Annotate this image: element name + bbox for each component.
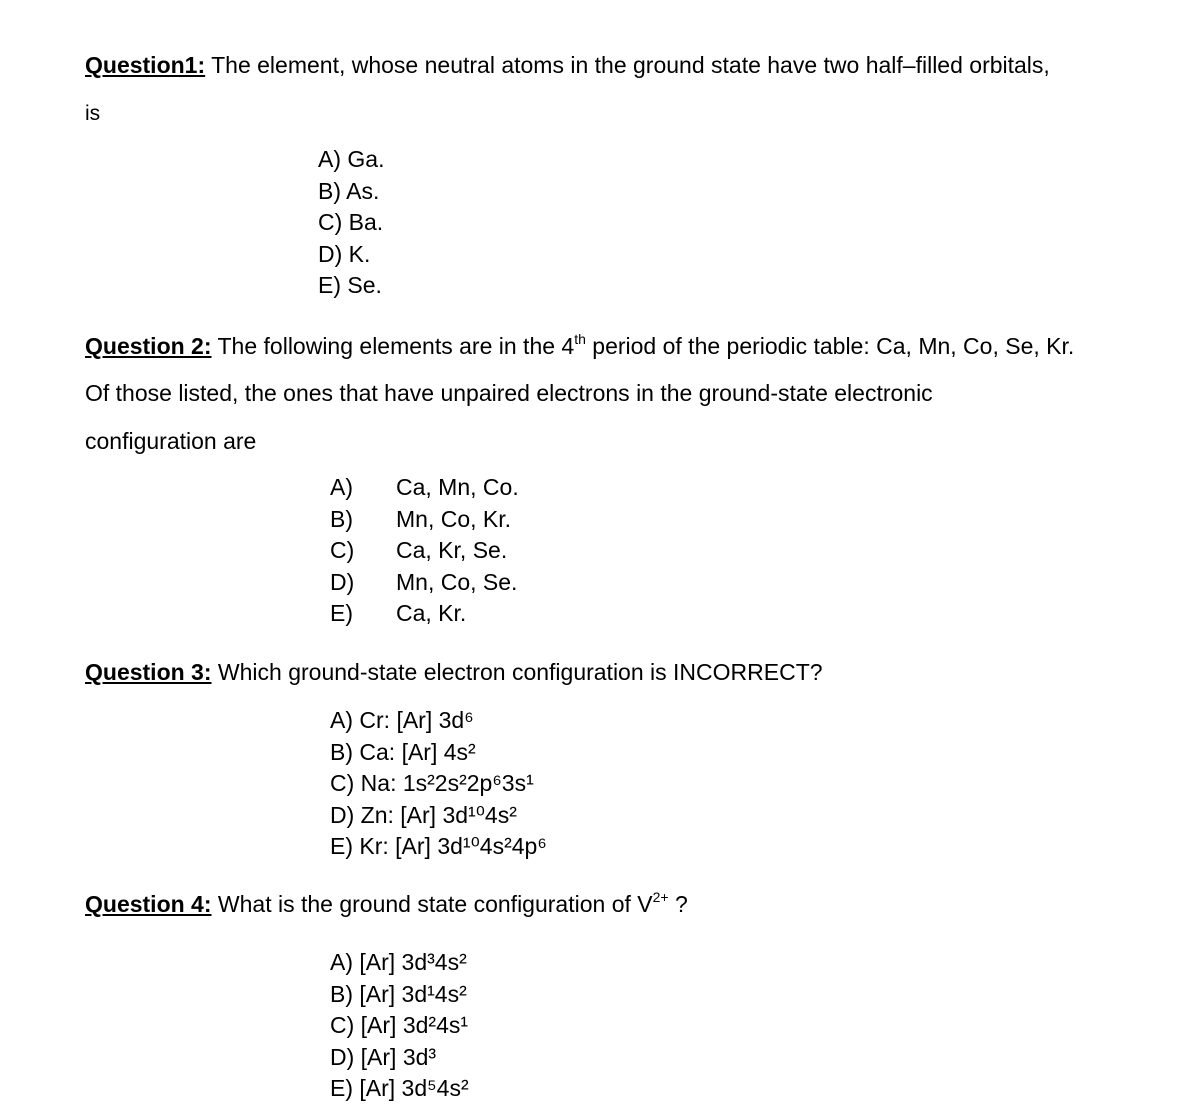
question-2-text-part: period of the periodic table: Ca, Mn, Co, Se, Kr. xyxy=(585,333,1075,359)
option-item[interactable] xyxy=(330,1073,469,1105)
question-2-prompt xyxy=(85,333,1074,359)
option-text: Mn, Co, Se. xyxy=(396,568,518,595)
option-item[interactable] xyxy=(330,768,547,800)
question-2-label: Question 2: xyxy=(85,333,212,359)
option-item[interactable] xyxy=(318,176,384,208)
question-4-options xyxy=(330,947,469,1105)
question-1-text: The element, whose neutral atoms in the ground state have two half–filled orbitals, xyxy=(211,52,1050,78)
option-letter: D) xyxy=(330,801,355,828)
option-item[interactable] xyxy=(330,1042,469,1074)
question-2-line-2: Of those listed, the ones that have unpaired electrons in the ground-state electronic xyxy=(85,380,933,406)
question-3-prompt xyxy=(85,659,823,685)
question-2-text-part: The following elements are in the 4 xyxy=(217,333,575,359)
option-letter: D) xyxy=(318,240,343,267)
question-3-label: Question 3: xyxy=(85,659,212,685)
question-1-prompt xyxy=(85,52,1050,78)
option-item[interactable] xyxy=(330,705,547,737)
option-letter: A) xyxy=(318,146,341,172)
question-3-text: Which ground-state electron configuration is INCORRECT? xyxy=(217,659,823,685)
question-4-text xyxy=(218,891,688,917)
question-1-label: Question1: xyxy=(85,52,206,78)
option-text: Ca, Kr, Se. xyxy=(396,537,508,563)
option-text: [Ar] 3d¹4s² xyxy=(359,980,467,1007)
option-item[interactable] xyxy=(330,1010,469,1042)
option-item[interactable] xyxy=(330,800,547,832)
option-text: [Ar] 3d⁵4s² xyxy=(359,1075,469,1101)
option-item[interactable] xyxy=(318,144,384,176)
option-item[interactable] xyxy=(330,535,519,567)
option-text: Mn, Co, Kr. xyxy=(396,505,512,532)
option-item[interactable] xyxy=(330,979,469,1011)
option-letter: A) xyxy=(330,474,353,500)
option-text: Ca, Kr. xyxy=(396,600,467,626)
question-2-options xyxy=(330,472,519,630)
question-4-label: Question 4: xyxy=(85,891,212,917)
option-letter: B) xyxy=(330,505,353,532)
question-2-text xyxy=(218,333,1075,359)
option-item[interactable] xyxy=(330,472,519,504)
option-letter: C) xyxy=(330,1012,355,1038)
option-letter: E) xyxy=(318,272,341,298)
option-item[interactable] xyxy=(330,831,547,863)
option-letter: E) xyxy=(330,600,353,626)
option-item[interactable] xyxy=(330,598,519,630)
option-letter: B) xyxy=(330,980,353,1007)
option-letter: E) xyxy=(330,1075,353,1101)
option-text: Cr: [Ar] 3d⁶ xyxy=(359,707,474,733)
option-item[interactable] xyxy=(330,567,519,599)
option-text: K. xyxy=(348,240,371,267)
option-text: Ba. xyxy=(348,209,384,235)
option-letter: A) xyxy=(330,949,353,975)
option-item[interactable] xyxy=(318,239,384,271)
question-2-superscript: th xyxy=(574,331,586,348)
option-letter: C) xyxy=(330,537,355,563)
question-4-prompt xyxy=(85,891,688,917)
question-1-options xyxy=(318,144,384,302)
question-1-text-continued: is xyxy=(85,102,101,125)
option-letter: A) xyxy=(330,707,353,733)
question-4-superscript: 2+ xyxy=(652,889,669,906)
option-letter: D) xyxy=(330,1043,355,1070)
question-3-options xyxy=(330,705,547,863)
option-text: As. xyxy=(346,177,380,204)
option-letter: C) xyxy=(318,209,343,235)
option-letter: B) xyxy=(330,738,353,765)
option-item[interactable] xyxy=(318,207,384,239)
option-text: [Ar] 3d³ xyxy=(360,1043,437,1070)
question-4-text-part: What is the ground state configuration of V xyxy=(217,891,653,917)
option-text: Ga. xyxy=(347,146,385,172)
question-2-line-3: configuration are xyxy=(85,428,257,454)
option-letter: C) xyxy=(330,770,355,796)
option-letter: B) xyxy=(318,177,341,204)
option-item[interactable] xyxy=(330,504,519,536)
option-text: Kr: [Ar] 3d¹⁰4s²4p⁶ xyxy=(359,833,547,859)
option-letter: D) xyxy=(330,568,355,595)
question-4-text-part: ? xyxy=(668,891,688,917)
option-text: [Ar] 3d³4s² xyxy=(359,949,467,975)
option-text: Na: 1s²2s²2p⁶3s¹ xyxy=(360,770,534,796)
option-item[interactable] xyxy=(330,737,547,769)
option-text: [Ar] 3d²4s¹ xyxy=(360,1012,469,1038)
option-text: Ca, Mn, Co. xyxy=(396,474,519,500)
option-text: Ca: [Ar] 4s² xyxy=(359,738,476,765)
option-text: Se. xyxy=(347,272,382,298)
option-text: Zn: [Ar] 3d¹⁰4s² xyxy=(360,801,517,828)
option-item[interactable] xyxy=(318,270,384,302)
option-letter: E) xyxy=(330,833,353,859)
option-item[interactable] xyxy=(330,947,469,979)
